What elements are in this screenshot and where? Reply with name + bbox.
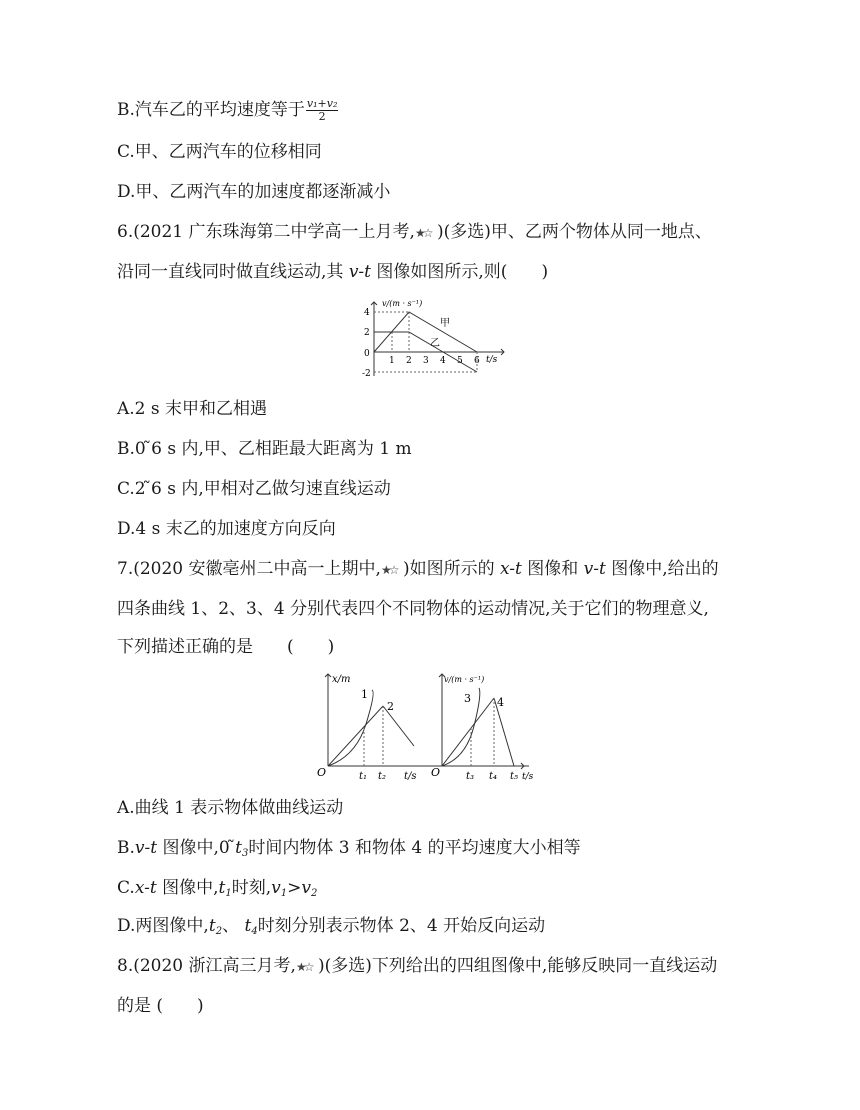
q6-option-a: A.2 s 末甲和乙相遇 [117, 399, 268, 419]
q6-ytick-2: 2 [364, 328, 370, 338]
q6-option-d: D.4 s 末乙的加速度方向反向 [117, 519, 336, 539]
difficulty-star-icon: ★☆ [414, 226, 431, 240]
t-symbol: t [218, 878, 226, 898]
q5-option-b [117, 98, 338, 123]
q5-option-b-text: B.汽车乙的平均速度等于 [117, 100, 305, 120]
q6-graph-ylabel: v/(m · s⁻¹) [382, 299, 423, 308]
q6-xtick-2: 2 [406, 356, 412, 366]
xt-symbol: x-t [499, 559, 522, 579]
fraction [306, 98, 338, 123]
q7-xt-t2: t₂ [378, 771, 387, 782]
subscript: 1 [280, 888, 288, 899]
q7-xt-origin: O [317, 766, 327, 779]
option-text: 图像中, [156, 878, 219, 898]
q7-vt-t3: t₃ [466, 771, 475, 782]
q8-stem-text: )(多选)下列给出的四组图像中,能够反映同一直线运动 [317, 956, 718, 976]
q6-stem-text3: 图像如图所示,则( ) [371, 262, 549, 282]
q7-curve-1-label: 1 [361, 688, 368, 701]
q7-source: 7.(2020 安徽亳州二中高一上期中, [117, 559, 381, 579]
q6-xtick-3: 3 [423, 356, 429, 366]
fraction-denominator: 2 [318, 110, 326, 123]
fraction-numerator: v₁+v₂ [306, 97, 338, 110]
t-symbol: t [235, 838, 242, 858]
subscript: 3 [241, 848, 249, 859]
q6-xtick-5: 5 [457, 356, 463, 366]
v-symbol: v [271, 878, 281, 898]
q7-curve-3-label: 3 [464, 692, 471, 705]
q7-curve-4-label: 4 [497, 696, 504, 709]
q7-stem-text2: 图像和 [521, 559, 584, 579]
q6-vt-graph [362, 296, 512, 380]
option-text2: 时刻, [231, 878, 272, 898]
q6-xtick-4: 4 [440, 356, 446, 366]
q7-vt-origin: O [431, 766, 441, 779]
q6-stem-line1 [117, 221, 712, 244]
q7-vt-xlabel: t/s [522, 772, 534, 782]
xt-symbol: x-t [134, 878, 157, 898]
q6-source: 6.(2021 广东珠海第二中学高一上月考, [117, 222, 415, 242]
option-text2: 时刻分别表示物体 2、4 开始反向运动 [257, 916, 546, 936]
vt-symbol: v-t [348, 262, 371, 282]
option-text: 图像中,0 ̃ [157, 838, 236, 858]
option-text2: 时间内物体 3 和物体 4 的平均速度大小相等 [248, 838, 581, 858]
vt-symbol: v-t [134, 838, 158, 858]
difficulty-star-icon: ★☆ [295, 960, 312, 974]
q6-ytick-0: 0 [364, 349, 370, 359]
q6-label-jia: 甲 [440, 318, 450, 329]
q7-vt-ylabel: v/(m · s⁻¹) [444, 675, 485, 684]
t-symbol: t [208, 916, 216, 936]
q6-stem-text: )(多选)甲、乙两个物体从同一地点、 [436, 222, 712, 242]
q5-option-c: C.甲、乙两汽车的位移相同 [117, 142, 322, 162]
subscript: 1 [225, 888, 232, 899]
difficulty-star-icon: ★☆ [380, 563, 397, 577]
q7-option-c [117, 877, 317, 905]
q7-xt-xlabel: t/s [404, 771, 417, 782]
q8-stem-line2: 的是 ( ) [117, 996, 204, 1016]
greater-than: > [287, 878, 302, 898]
q6-label-yi: 乙 [430, 338, 440, 349]
q7-stem-line1 [117, 558, 719, 581]
q6-xtick-6: 6 [474, 356, 480, 366]
q5-option-d: D.甲、乙两汽车的加速度都逐渐减小 [117, 182, 391, 202]
option-text: D.两图像中, [117, 916, 209, 936]
q7-xt-graph [314, 666, 534, 784]
q6-ytick-4: 4 [364, 308, 370, 318]
v-symbol: v [301, 878, 311, 898]
q7-stem-text3: 图像中,给出的 [605, 559, 719, 579]
q8-source: 8.(2020 浙江高三月考, [117, 956, 296, 976]
q6-xtick-1: 1 [389, 356, 395, 366]
subscript: 2 [215, 926, 223, 937]
q7-option-b [117, 837, 581, 865]
option-label: B. [117, 838, 135, 858]
q7-vt-t4: t₄ [489, 771, 498, 782]
option-label: C. [117, 878, 135, 898]
separator: 、 [222, 916, 245, 936]
q6-stem-text2: 沿同一直线同时做直线运动,其 [117, 262, 349, 282]
q7-vt-t5: t₅ [510, 771, 519, 782]
q7-stem-line3: 下列描述正确的是 ( ) [117, 637, 335, 657]
q6-option-b: B.0 ̃6 s 内,甲、乙相距最大距离为 1 m [117, 439, 412, 459]
q8-stem-line1 [117, 955, 717, 978]
q7-option-a: A.曲线 1 表示物体做曲线运动 [117, 798, 344, 818]
q6-graph-xlabel: t/s [486, 355, 498, 365]
subscript: 2 [310, 888, 318, 899]
q7-xt-t1: t₁ [359, 771, 368, 782]
q7-curve-2-label: 2 [387, 700, 394, 713]
q6-ytick-neg2: -2 [362, 369, 371, 379]
q6-option-c: C.2 ̃6 s 内,甲相对乙做匀速直线运动 [117, 479, 391, 499]
q7-xt-ylabel: x/m [332, 674, 351, 685]
q6-stem-line2 [117, 261, 548, 283]
q7-stem-line2: 四条曲线 1、2、3、4 分别代表四个不同物体的运动情况,关于它们的物理意义, [117, 599, 709, 619]
vt-symbol: v-t [583, 559, 606, 579]
q7-option-d [117, 915, 545, 943]
t-symbol: t [244, 916, 252, 936]
q7-stem-text: )如图所示的 [402, 559, 500, 579]
subscript: 4 [251, 926, 258, 937]
